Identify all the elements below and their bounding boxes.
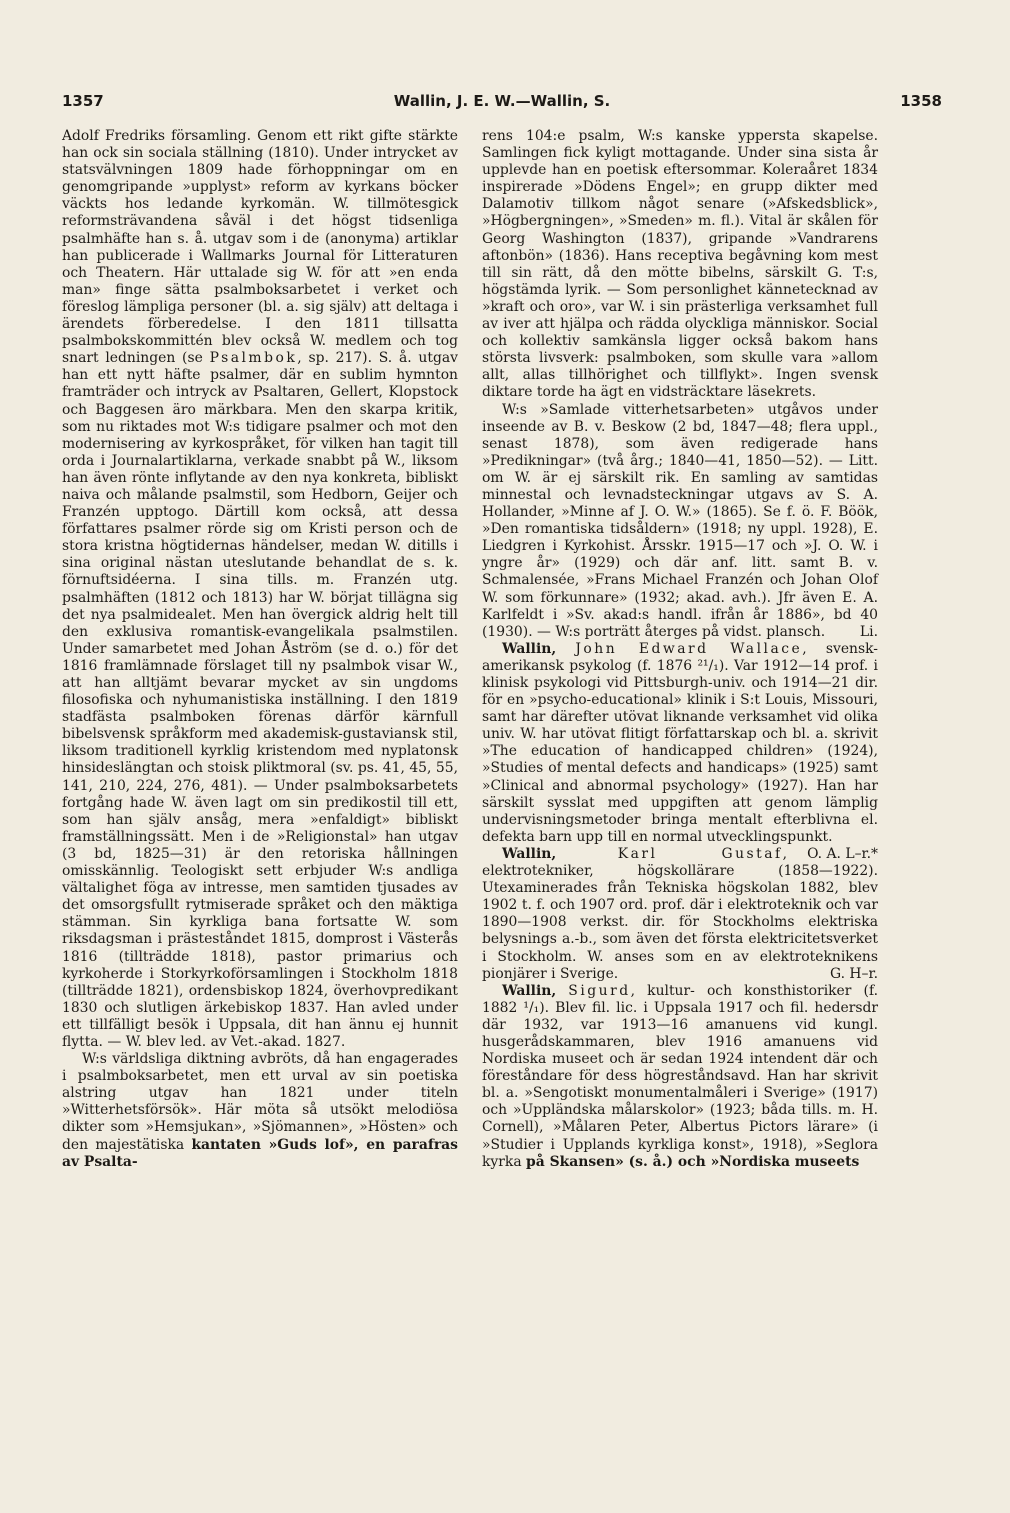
entry-name: Sigurd [568, 982, 631, 999]
page-number-right: 1358 [900, 92, 942, 110]
paragraph-text: W:s »Samlade vitterhetsarbeten» utgåvos under inseende av B. v. Beskow (2 bd, 1847—48; flera uppl., senast 1878), som även redigerade hans »Predikningar» (två årg.; 1840—41, 1850—52). — Litt. om W. är ej särskilt rik. En samling av samtidas minnestal och levnadsteckningar utgavs av S. A. Hollander, »Minne af J. O. W.» (1865). Se f. ö. F. Böök, »Den romantiska tidsåldern» (1918; ny uppl. 1928), E. Liedgren i Kyrkohist. Årsskr. 1915—17 och »J. O. W. i yngre år» (1929) och där anf. litt. samt B. v. Schmalensée, »Frans Michael Franzén och Johan Olof W. som förkunnare» (1932; akad. avh.). Jfr även E. A. Karlfeldt i »Sv. akad:s handl. ifrån år 1886», bd 40 (1930). — W:s porträtt återges på vidst. plansch. [482, 401, 878, 640]
entry-text: , svensk-amerikansk psykolog (f. 1876 ²¹/₁). Var 1912—14 prof. i klinisk psykologi vid Pittsburgh-univ. och 1914—21 dir. för en »psycho-educational» klinik i S:t Louis, Missouri, samt har därefter utövat liknande verksamhet vid olika univ. W. har utövat flitigt författarskap och bl. a. skrivit »The education of handicapped children» (1924), »Studies of mental defects and handicaps» (1925) samt »Clinical and abnormal psychology» (1927). Han har särskilt sysslat med uppgiften att genom lämplig undervisningsmetoder bringa mentalt efterblivna el. defekta barn upp till en normal utvecklingspunkt. [482, 640, 878, 845]
entry-sigurd [482, 983, 878, 1171]
paragraph [482, 128, 878, 402]
author-signature: O. A. L–r.* [807, 845, 878, 862]
paragraph [482, 402, 878, 641]
right-column [482, 128, 878, 1171]
running-header [62, 92, 942, 116]
entry-text: , elektrotekniker, högskollärare (1858—1922). Utexaminerades från Tekniska högskolan 1882, blev 1902 t. f. och 1907 ord. prof. där i elektroteknik och var 1890—1908 verkst. dir. för Stockholms elektriska belysnings a.-b., som även det första elektricitetsverket i Stockholm. W. anses som en av elektroteknikens pionjärer i Sverige. [482, 845, 878, 982]
paragraph-text: W:s världsliga diktning avbröts, då han engagerades i psalmboksarbetet, men ett urval av sin poetiska alstring utgav han 1821 under titeln »Witterhetsförsök». Här möta så utsökt melodiösa dikter som »Hemsjukan», »Sjömannen», »Hösten» och den majestätiska [62, 1051, 458, 1153]
running-title: Wallin, J. E. W.—Wallin, S. [393, 92, 611, 110]
entry-name: Karl Gustaf [617, 845, 783, 862]
entry-headword: Wallin, [502, 982, 557, 999]
author-signature: Li. [859, 623, 878, 640]
paragraph-text: , sp. 217). S. å. utgav han ett nytt häfte psalmer, där en sublim hymnton framträder och intryck av Psaltaren, Gellert, Klopstock och Baggesen äro märkbara. Men den skarpa kritik, som nu riktades mot W:s tidigare psalmer och mot den modernisering av kyrkospråket, för vilken han tagit till orda i Journalartiklarna, verkade snabbt på W., liksom han även rönte inflytande av den nya konkreta, bibliskt naiva och målande psalmstil, som Hedborn, Geijer och Franzén upptogo. Därtill kom också, att dessa författares psalmer rörde sig om Kristi person och de stora kristna högtidernas händelser, medan W. ditills i sina original nästan uteslutande behandlat de s. k. förnuftsidéerna. I sina tills. m. Franzén utg. psalmhäften (1812 och 1813) har W. börjat tillägna sig det nya psalmidealet. Men han övergick aldrig helt till den exklusiva romantisk-evangelikala psalmstilen. Under samarbetet med Johan Åström (se d. o.) för det 1816 framlämnade förslaget till ny psalmbok visar W., att han alltjämt bevarar mycket av sin ungdoms filosofiska och nyhumanistiska inställning. I den 1819 stadfästa psalmboken förenas därför kärnfull bibelsvensk språkform med akademisk-gustaviansk stil, liksom traditionell kyrklig kristendom med nyplatonsk hinsideslängtan och stoisk pliktmoral (sv. ps. 41, 45, 55, 141, 210, 224, 276, 481). — Under psalmboksarbetets fortgång hade W. även lagt om sin predikostil till ett, som han själv ansåg, mera »enfaldigt» bibliskt framställningssätt. Men i de »Religionstal» han utgav (3 bd, 1825—31) är den retoriska hållningen omisskännlig. Teologiskt sett erbjuder W:s andliga vältalighet föga av intresse, men samtiden tjusades av det omsorgsfullt rytmiserade språket och den mäktiga stämman. Sin kyrkliga bana fortsatte W. som riksdagsman i prästeståndet 1815, domprost i Västerås 1816 (tillträdde 1818), pastor primarius och kyrkoherde i Storkyrkoförsamlingen i Stockholm 1818 (tillträdde 1821), ordensbiskop 1824, överhovpredikant 1830 och slutligen ärkebiskop 1837. Han avled under ett tillfälligt besök i Uppsala, dit han ännu ej hunnit flytta. — W. blev led. av Vet.-akad. 1827. [62, 350, 458, 1050]
paragraph-text-bold: kantaten »Guds lof», en parafras av Psalta- [62, 1136, 458, 1170]
paragraph-text: Adolf Fredriks församling. Genom ett rikt gifte stärkte han ock sin sociala ställning (1810). Under intrycket av statsvälvningen 1809 hade förhoppningar om en genomgripande »upplyst» reform av kyrkans böcker väckts hos ledande kyrkomän. W. tillmötesgick reformsträvandena såväl i det högst tidsenliga psalmhäfte han s. å. utgav som i de (anonyma) artiklar han publicerade i Wallmarks Journal för Litteraturen och Theatern. Här uttalade sig W. för att »en enda man» finge sätta psalmboksarbetet i verket och föreslog lämpliga personer (bl. a. sig själv) att deltaga i ärendets förberedelse. I den 1811 tillsatta psalmbokskommittén blev också W. medlem och tog snart ledningen (se [62, 128, 458, 367]
paragraph-text: rens 104:e psalm, W:s kanske yppersta skapelse. Samlingen fick kyligt mottagande. Under sina sista år upplevde han en poetisk eftersommar. Koleraåret 1834 inspirerade »Dödens Engel»; en grupp dikter med Dalamotiv tillkom något senare (»Afskedsblick», »Högbergningen», »Smeden» m. fl.). Vital är skålen för Georg Washington (1837), gripande »Vandrarens aftonbön» (1836). Hans receptiva begåvning kom mest till sin rätt, då den mötte bibelns, särskilt G. T:s, högstämda lyrik. — Som personlighet känneteсknad av »kraft och oro», var W. i sin prästerliga verksamhet full av iver att hjälpa och rädda olyckliga människor. Social och kollektiv samkänsla ligger också bakom hans största livsverk: psalmboken, som skulle vara »allom allt, allas tillhörighet och tillflykt». Ingen svensk diktare torde ha ägt en vidsträcktare läsekrets. [482, 128, 878, 401]
entry-headword: Wallin, [502, 640, 557, 657]
cross-reference: Psalmbok [209, 350, 298, 367]
entry-text: , kultur- och konsthistoriker (f. 1882 ¹/₁). Blev fil. lic. i Uppsala 1917 och fil. hedersdr där 1932, var 1913—16 amanuens vid kungl. husgerådskammaren, blev 1916 amanuens vid Nordiska museet och är sedan 1924 intendent där och föreståndare för dess högreståndsavd. Han har skrivit bl. a. »Sengotiskt monumentalmåleri i Sverige» (1917) och »Uppländska målarskolor» (1923; båda tills. m. H. Cornell), »Målaren Peter, Albertus Pictors lärare» (i »Studier i Upplands kyrkliga konst», 1918), »Seglora kyrka [482, 982, 879, 1170]
paragraph [62, 1051, 458, 1171]
paragraph [62, 128, 458, 1051]
left-column [62, 128, 458, 1171]
entry-karl-gustaf [482, 846, 878, 983]
author-signature: G. H–r. [829, 965, 878, 982]
page-number-left: 1357 [62, 92, 104, 110]
entry-name: John Edward Wallace [575, 640, 803, 657]
entry-text-bold: på Skansen» (s. å.) och »Nordiska museets [526, 1153, 860, 1170]
entry-headword: Wallin, [502, 845, 557, 862]
